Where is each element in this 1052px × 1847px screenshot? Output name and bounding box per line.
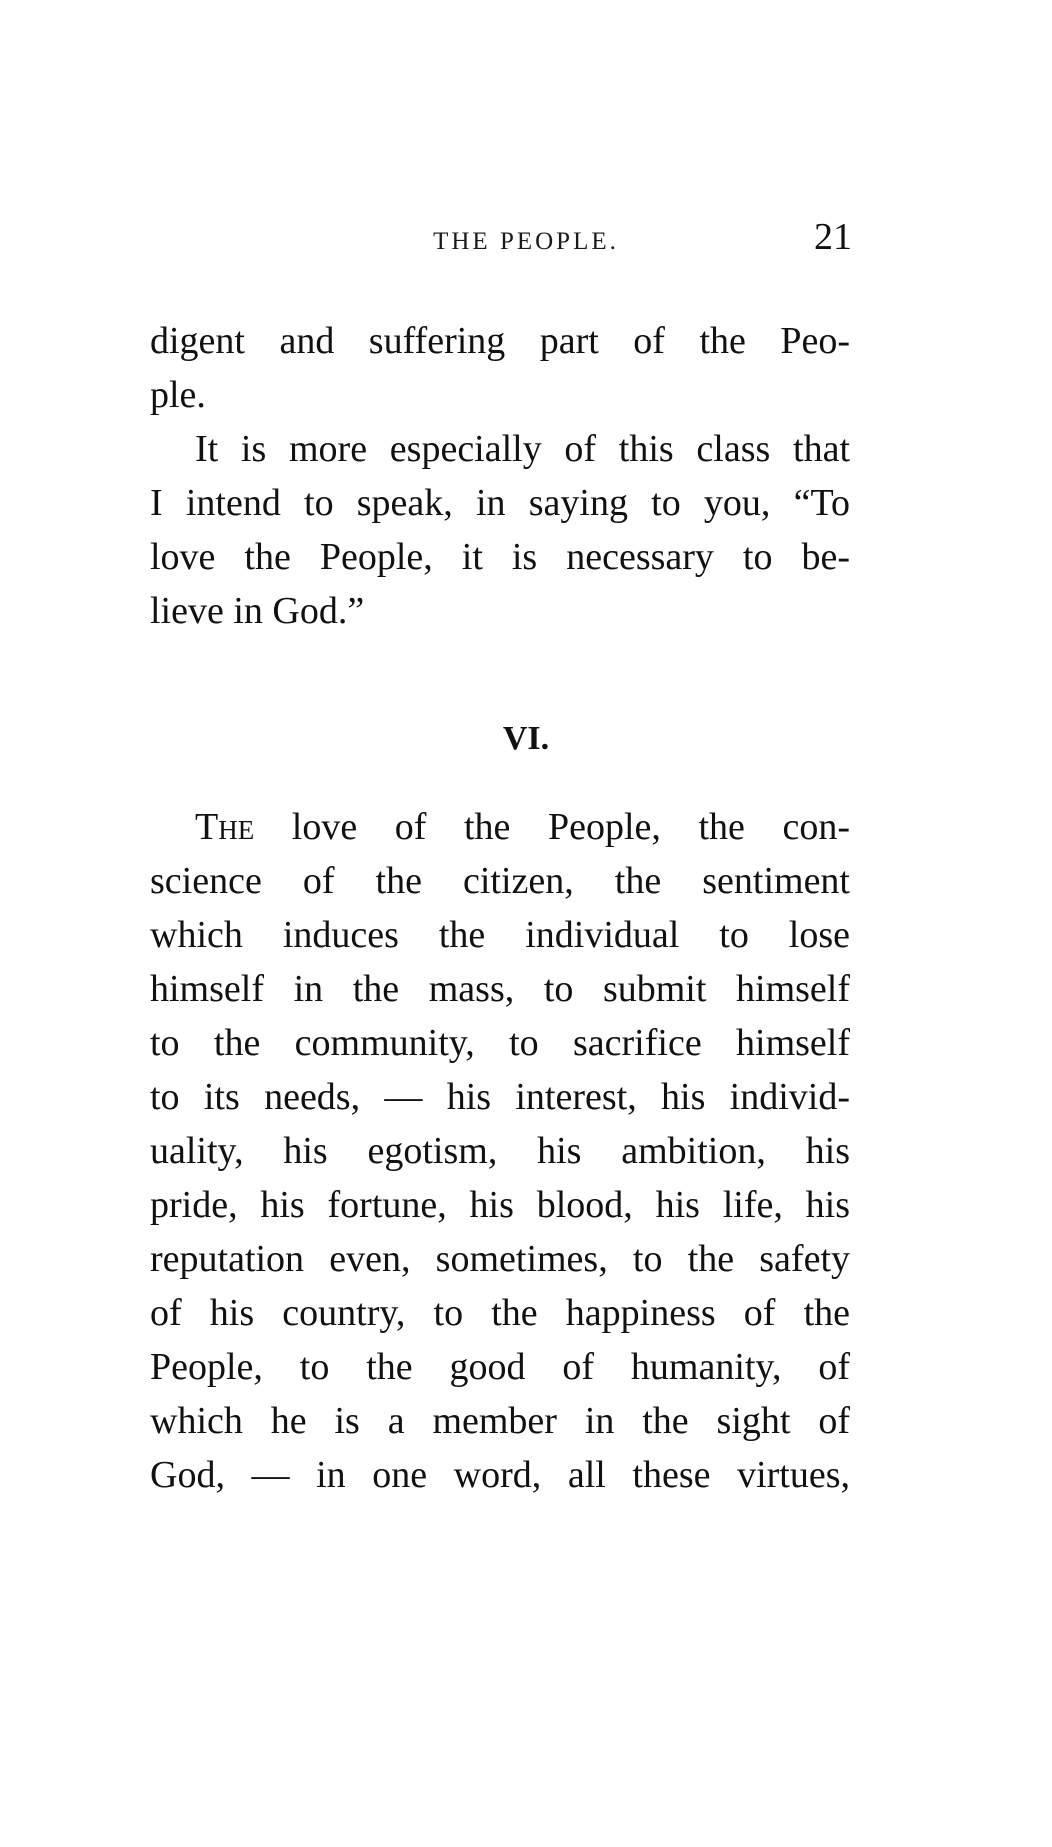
running-title: THE PEOPLE. — [433, 228, 619, 255]
text-line: It is more especially of this class that — [195, 428, 850, 470]
text-line: reputation even, sometimes, to the safety — [150, 1238, 850, 1280]
text-line: People, to the good of humanity, of — [150, 1346, 850, 1388]
text-line: digent and suffering part of the Peo- — [150, 320, 850, 362]
opening-word: The — [195, 806, 255, 848]
text-line: lieve in God.” — [150, 590, 365, 632]
text-line: love the People, it is necessary to be- — [150, 536, 850, 578]
text-line: to the community, to sacrifice himself — [150, 1022, 850, 1064]
text-line — [195, 808, 850, 846]
text-line: of his country, to the happiness of the — [150, 1292, 850, 1334]
page-number: 21 — [814, 216, 852, 258]
text-line: which induces the individual to lose — [150, 914, 850, 956]
text-line-rest: love of the People, the con- — [291, 806, 851, 848]
text-line: I intend to speak, in saying to you, “To — [150, 482, 850, 524]
text-line: which he is a member in the sight of — [150, 1400, 850, 1442]
text-line: ple. — [150, 374, 206, 416]
text-line: himself in the mass, to submit himself — [150, 968, 850, 1010]
text-line: science of the citizen, the sentiment — [150, 860, 850, 902]
text-line: uality, his egotism, his ambition, his — [150, 1130, 850, 1172]
text-line: pride, his fortune, his blood, his life, his — [150, 1184, 850, 1226]
section-number: VI. — [502, 720, 550, 757]
text-line: God, — in one word, all these virtues, — [150, 1454, 850, 1496]
text-line: to its needs, — his interest, his individ- — [150, 1076, 850, 1118]
